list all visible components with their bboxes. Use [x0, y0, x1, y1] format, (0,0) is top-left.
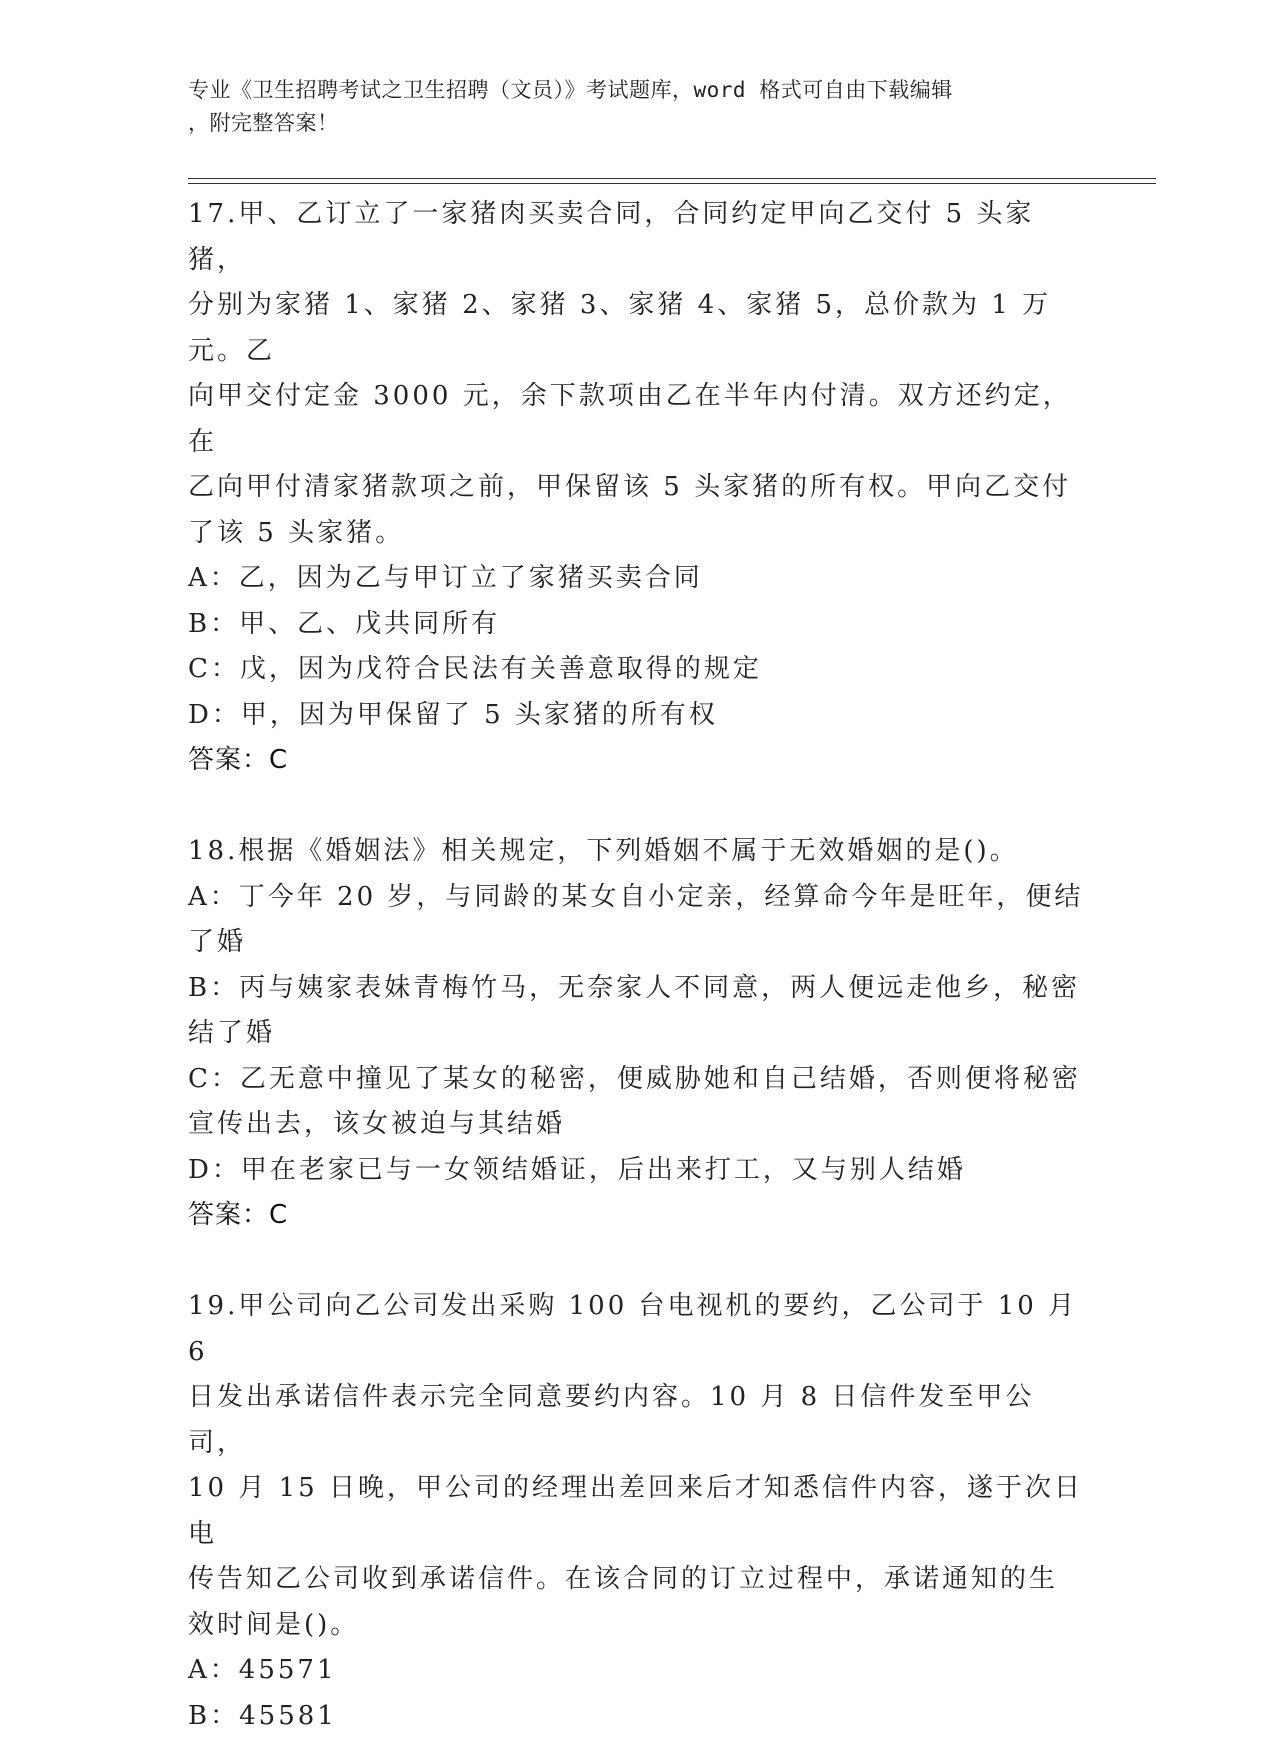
option-c-continued: 宣传出去，该女被迫与其结婚: [188, 1102, 1088, 1148]
option-b: B：丙与姨家表妹青梅竹马，无奈家人不同意，两人便远走他乡，秘密: [188, 966, 1088, 1012]
question-text-line: 向甲交付定金 3000 元，余下款项由乙在半年内付清。双方还约定，在: [188, 374, 1088, 465]
option-d: D：甲，因为甲保留了 5 头家猪的所有权: [188, 693, 1088, 739]
question-19: [188, 1284, 1088, 1739]
question-text-line: 传告知乙公司收到承诺信件。在该合同的订立过程中，承诺通知的生: [188, 1557, 1088, 1603]
question-spacer: [188, 1239, 1088, 1285]
question-spacer: [188, 784, 1088, 830]
question-text-line: 18.根据《婚姻法》相关规定，下列婚姻不属于无效婚姻的是()。: [188, 829, 1088, 875]
option-a: A：丁今年 20 岁，与同龄的某女自小定亲，经算命今年是旺年，便结: [188, 875, 1088, 921]
option-b-continued: 结了婚: [188, 1011, 1088, 1057]
option-c: C：戊，因为戊符合民法有关善意取得的规定: [188, 647, 1088, 693]
option-a: A：乙，因为乙与甲订立了家猪买卖合同: [188, 556, 1088, 602]
option-b: B：45581: [188, 1694, 1088, 1739]
question-text-line: 10 月 15 日晚，甲公司的经理出差回来后才知悉信件内容，遂于次日电: [188, 1466, 1088, 1557]
header-line-1: 专业《卫生招聘考试之卫生招聘（文员）》考试题库，word 格式可自由下载编辑: [188, 74, 1088, 107]
question-text-line: 日发出承诺信件表示完全同意要约内容。10 月 8 日信件发至甲公司，: [188, 1375, 1088, 1466]
option-b: B：甲、乙、戊共同所有: [188, 602, 1088, 648]
question-text-line: 19.甲公司向乙公司发出采购 100 台电视机的要约，乙公司于 10 月 6: [188, 1284, 1088, 1375]
question-text-line: 17.甲、乙订立了一家猪肉买卖合同，合同约定甲向乙交付 5 头家猪，: [188, 192, 1088, 283]
question-17: [188, 192, 1088, 784]
answer-line: 答案：C: [188, 1193, 1088, 1239]
option-a-continued: 了婚: [188, 920, 1088, 966]
question-text-line: 了该 5 头家猪。: [188, 511, 1088, 557]
header-divider-top: [188, 178, 1156, 179]
question-text-line: 效时间是()。: [188, 1603, 1088, 1649]
question-text-line: 乙向甲付清家猪款项之前，甲保留该 5 头家猪的所有权。甲向乙交付: [188, 465, 1088, 511]
document-header: [188, 74, 1088, 140]
option-a: A：45571: [188, 1648, 1088, 1694]
header-divider-bottom: [188, 183, 1156, 184]
option-d: D：甲在老家已与一女领结婚证，后出来打工，又与别人结婚: [188, 1148, 1088, 1194]
question-18: [188, 829, 1088, 1239]
option-c: C：乙无意中撞见了某女的秘密，便威胁她和自己结婚，否则便将秘密: [188, 1057, 1088, 1103]
question-text-line: 分别为家猪 1、家猪 2、家猪 3、家猪 4、家猪 5，总价款为 1 万元。乙: [188, 283, 1088, 374]
question-list: [188, 192, 1088, 1739]
answer-line: 答案：C: [188, 738, 1088, 784]
header-line-2: ，附完整答案！: [188, 107, 1088, 140]
